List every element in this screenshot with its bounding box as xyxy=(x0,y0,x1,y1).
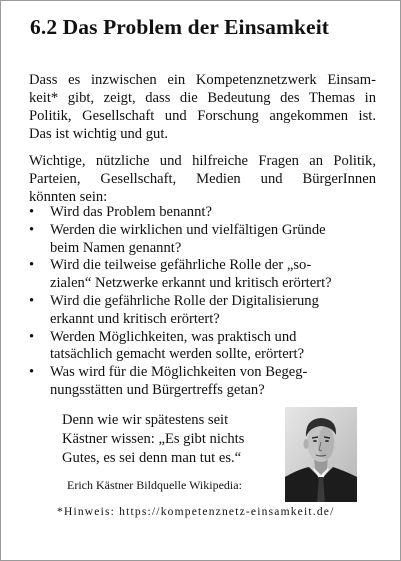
list-item-line: beim Namen genannt? xyxy=(50,239,182,256)
list-item-line: Wird die teilweise gefährliche Rolle der „so- xyxy=(50,257,312,274)
list-item-line: Was wird für die Möglichkeiten von Begeg- xyxy=(50,364,308,381)
list-item-line: tatsächlich gemacht werden sollte, erörtert? xyxy=(50,346,305,363)
quote-line: Gutes, es sei denn man tut es.“ xyxy=(62,450,242,466)
bullet-icon: • xyxy=(29,257,35,274)
list-item-line: Wird das Problem benannt? xyxy=(50,204,212,220)
list-item-line: nungsstätten und Bürgertreffs getan? xyxy=(50,381,265,398)
portrait-photo xyxy=(285,407,357,502)
bullet-icon: • xyxy=(29,328,35,345)
intro-line: keit* gibt, zeigt, dass die Bedeutung des Themas in xyxy=(29,90,376,106)
list-item xyxy=(29,222,376,258)
questions-intro-paragraph xyxy=(29,152,376,206)
list-item-line: Wird die gefährliche Rolle der Digitalisierung xyxy=(50,292,319,309)
bullet-icon: • xyxy=(29,292,35,309)
quote-line: Kästner wissen: „Es gibt nichts xyxy=(62,431,245,447)
list-item-line: zialen“ Netzwerke erkannt und kritisch erörtert? xyxy=(50,275,332,292)
list-item xyxy=(29,329,376,365)
bullet-icon: • xyxy=(29,221,35,238)
section-heading: 6.2 Das Problem der Einsamkeit xyxy=(30,15,330,39)
list-item-line: Werden die wirklichen und vielfältigen Gründe xyxy=(50,221,326,238)
bullet-icon: • xyxy=(29,364,35,381)
questions-intro-line: Wichtige, nützliche und hilfreiche Fragen an Politik, xyxy=(29,153,376,169)
questions-list xyxy=(29,204,376,400)
footnote-link[interactable]: *Hinweis: https://kompetenznetz-einsamkeit.de/ xyxy=(57,506,335,518)
quote-line: Denn wie wir spätestens seit xyxy=(62,412,229,428)
list-item xyxy=(29,204,376,222)
intro-line: Dass es inzwischen ein Kompetenznetzwerk Einsam- xyxy=(29,72,376,88)
list-item xyxy=(29,257,376,293)
questions-intro-line: Parteien, Gesellschaft, Medien und BürgerInnen xyxy=(29,171,376,187)
intro-line: Das ist wichtig und gut. xyxy=(29,126,169,142)
questions-intro-line: könnten sein: xyxy=(29,189,108,205)
photo-caption: Erich Kästner Bildquelle Wikipedia: xyxy=(67,478,242,492)
intro-line: Politik, Gesellschaft und Forschung angekommen ist. xyxy=(29,108,376,124)
list-item-line: erkannt und kritisch erörtert? xyxy=(50,310,220,327)
list-item xyxy=(29,364,376,400)
intro-paragraph xyxy=(29,71,376,143)
list-item-line: Werden Möglichkeiten, was praktisch und xyxy=(50,328,297,345)
list-item xyxy=(29,293,376,329)
kaestner-quote xyxy=(62,411,244,468)
bullet-icon: • xyxy=(29,204,35,220)
